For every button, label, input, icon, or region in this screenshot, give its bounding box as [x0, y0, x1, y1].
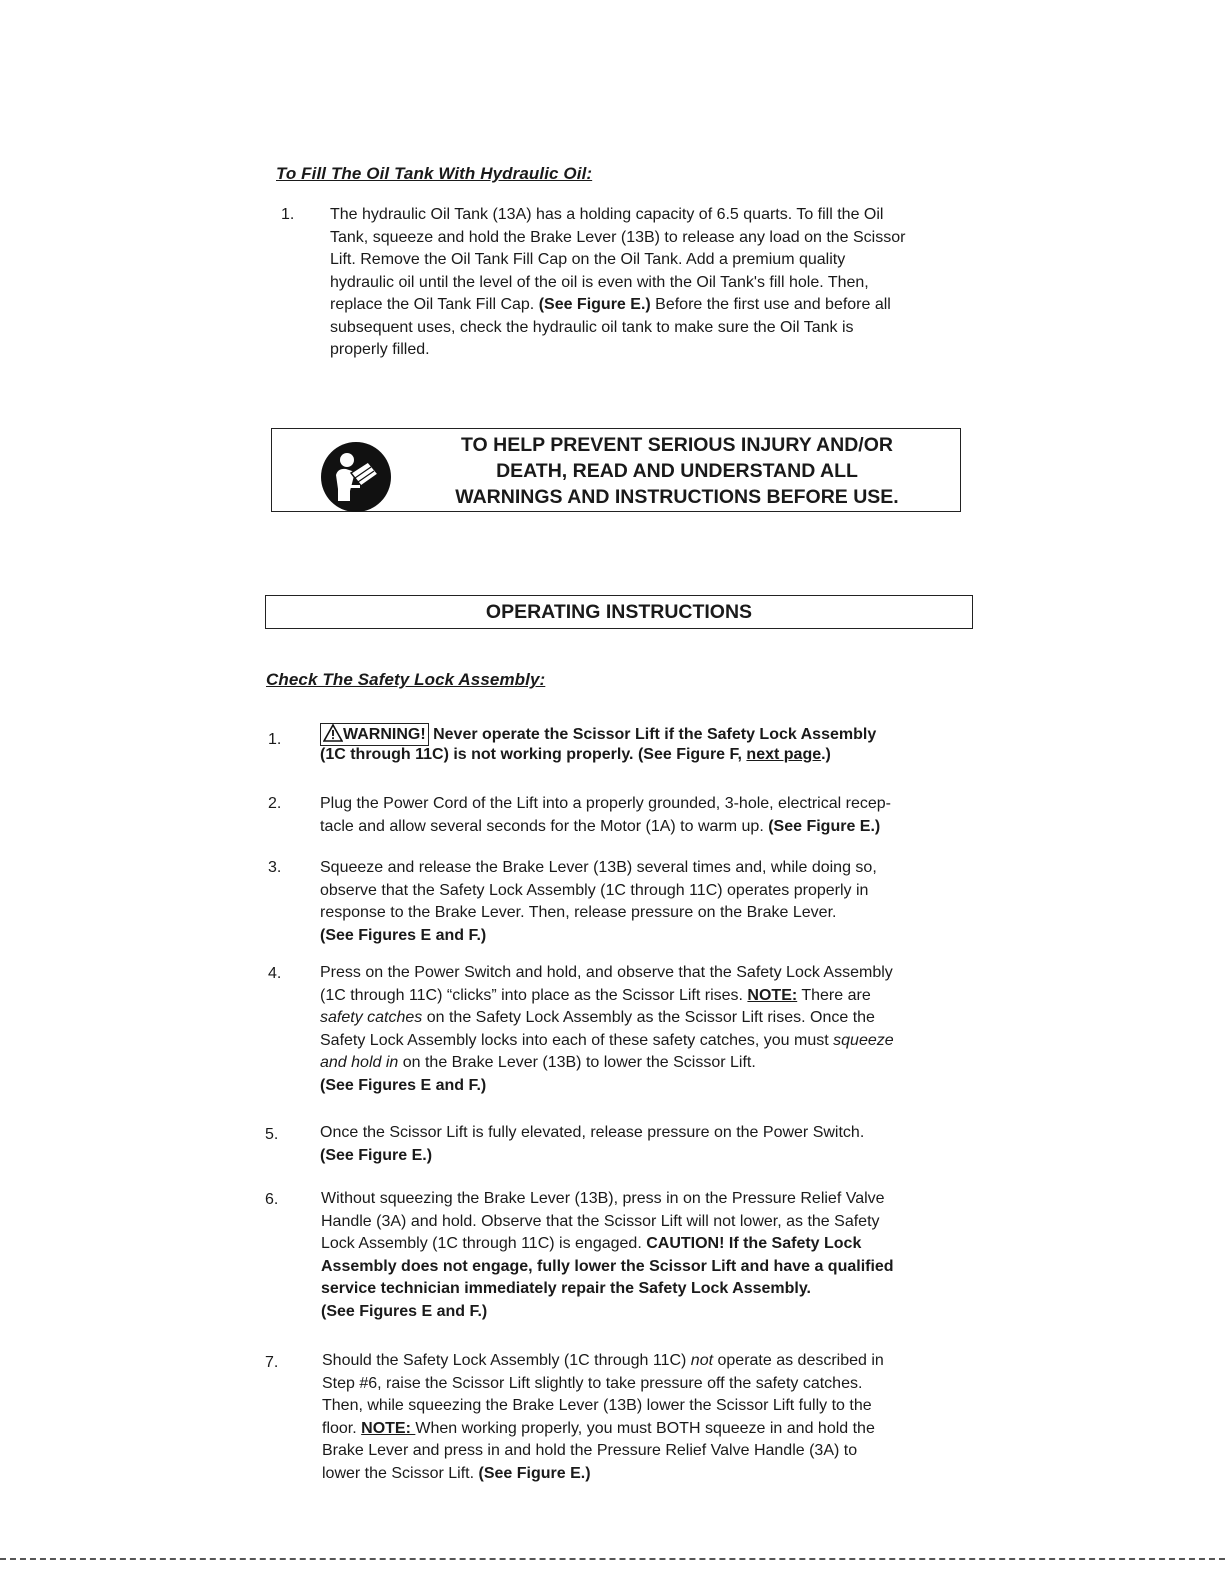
text-line: Plug the Power Cord of the Lift into a properly grounded, 3-hole, electrical recep- — [320, 795, 891, 812]
check-step-2 — [320, 793, 1010, 838]
check-section-heading: Check The Safety Lock Assembly: — [266, 670, 546, 689]
read-instructions-message — [422, 432, 932, 510]
item-number: 7. — [265, 1354, 279, 1371]
warning-line: DEATH, READ AND UNDERSTAND ALL — [496, 460, 858, 482]
warning-label: WARNING! — [320, 723, 429, 746]
text-line: Squeeze and release the Brake Lever (13B) several times and, while doing so, — [320, 859, 877, 876]
check-step-1 — [320, 720, 1010, 767]
fill-section-heading: To Fill The Oil Tank With Hydraulic Oil: — [276, 164, 593, 183]
note-label: NOTE: — [361, 1419, 416, 1437]
figure-ref: (See Figure E.) — [768, 817, 881, 835]
text-line: The hydraulic Oil Tank (13A) has a holding capacity of 6.5 quarts. To fill the Oil — [330, 206, 884, 223]
text-line: Brake Lever and press in and hold the Pressure Relief Valve Handle (3A) to — [322, 1442, 858, 1459]
text-line: properly filled. — [330, 341, 430, 358]
text-line: Press on the Power Switch and hold, and observe that the Safety Lock Assembly — [320, 964, 893, 981]
check-step-7 — [322, 1350, 1022, 1485]
read-instructions-box — [271, 428, 961, 512]
text-line: floor. NOTE: When working properly, you must BOTH squeeze in and hold the — [322, 1419, 875, 1437]
page-bottom-edge — [0, 1558, 1225, 1560]
text-line: Safety Lock Assembly locks into each of these safety catches, you must squeeze — [320, 1031, 894, 1049]
text-line: replace the Oil Tank Fill Cap. (See Figure E.) Before the first use and before all — [330, 296, 891, 313]
text-line: Then, while squeezing the Brake Lever (13B) lower the Scissor Lift fully to the — [322, 1397, 872, 1414]
figure-ref: (See Figure E.) — [538, 296, 651, 313]
text-line: Lock Assembly (1C through 11C) is engaged. CAUTION! If the Safety Lock — [321, 1235, 862, 1252]
warning-triangle-icon — [323, 724, 343, 742]
figure-ref: (See Figure E.) — [478, 1464, 591, 1482]
text-line: lower the Scissor Lift. (See Figure E.) — [322, 1464, 591, 1482]
text-line: safety catches on the Safety Lock Assembly as the Scissor Lift rises. Once the — [320, 1009, 875, 1026]
operating-instructions-header: OPERATING INSTRUCTIONS — [265, 595, 973, 629]
text-line: subsequent uses, check the hydraulic oil tank to make sure the Oil Tank is — [330, 318, 854, 336]
text-line: WARNING! Never operate the Scissor Lift if the Safety Lock Assembly — [320, 720, 1010, 750]
caution-text: service technician immediately repair the Safety Lock Assembly. — [321, 1280, 811, 1297]
caution-text: Assembly does not engage, fully lower the Scissor Lift and have a qualified — [321, 1257, 894, 1275]
item-number: 3. — [268, 859, 282, 876]
figure-ref: (See Figures E and F.) — [320, 1076, 487, 1094]
figure-ref: (See Figures E and F.) — [320, 926, 487, 944]
text-line: response to the Brake Lever. Then, release pressure on the Brake Lever. — [320, 904, 837, 921]
item-number: 2. — [268, 795, 282, 812]
text-line: Step #6, raise the Scissor Lift slightly to take pressure off the safety catches. — [322, 1374, 863, 1392]
text-line: and hold in on the Brake Lever (13B) to lower the Scissor Lift. — [320, 1054, 756, 1071]
item-number: 5. — [265, 1126, 279, 1143]
warning-line: WARNINGS AND INSTRUCTIONS BEFORE USE. — [455, 486, 899, 508]
fill-step-1 — [330, 204, 1010, 362]
read-manual-icon — [320, 441, 392, 513]
text-line: Without squeezing the Brake Lever (13B), press in on the Pressure Relief Valve — [321, 1190, 885, 1207]
figure-ref: (See Figures E and F.) — [321, 1302, 488, 1320]
next-page-link[interactable]: next page — [746, 746, 822, 763]
text-line: tacle and allow several seconds for the Motor (1A) to warm up. (See Figure E.) — [320, 817, 881, 835]
note-label: NOTE: — [747, 986, 798, 1004]
caution-text: CAUTION! If the Safety Lock — [646, 1235, 862, 1252]
text-line: Once the Scissor Lift is fully elevated, release pressure on the Power Switch. — [320, 1124, 865, 1141]
item-number: 4. — [268, 965, 282, 982]
text-line: Tank, squeeze and hold the Brake Lever (13B) to release any load on the Scissor — [330, 228, 906, 246]
check-step-4 — [320, 962, 1020, 1097]
item-number: 1. — [281, 206, 295, 223]
item-number: 1. — [268, 731, 282, 748]
text-line: Lift. Remove the Oil Tank Fill Cap on the Oil Tank. Add a premium quality — [330, 251, 846, 268]
text-line: observe that the Safety Lock Assembly (1C through 11C) operates properly in — [320, 881, 869, 899]
item-number: 6. — [265, 1191, 279, 1208]
text-line: Should the Safety Lock Assembly (1C through 11C) not operate as described in — [322, 1352, 884, 1369]
check-step-5 — [320, 1122, 1010, 1167]
figure-ref: (See Figure E.) — [320, 1146, 433, 1164]
text-line: (1C through 11C) “clicks” into place as the Scissor Lift rises. NOTE: There are — [320, 986, 871, 1004]
check-step-3 — [320, 857, 1010, 947]
warning-line: TO HELP PREVENT SERIOUS INJURY AND/OR — [461, 434, 893, 456]
check-step-6 — [321, 1188, 1021, 1323]
text-line: hydraulic oil until the level of the oil is even with the Oil Tank's fill hole. Then, — [330, 273, 869, 291]
text-line: (1C through 11C) is not working properly. (See Figure F, next page.) — [320, 746, 831, 763]
text-line: Handle (3A) and hold. Observe that the Scissor Lift will not lower, as the Safety — [321, 1212, 880, 1230]
